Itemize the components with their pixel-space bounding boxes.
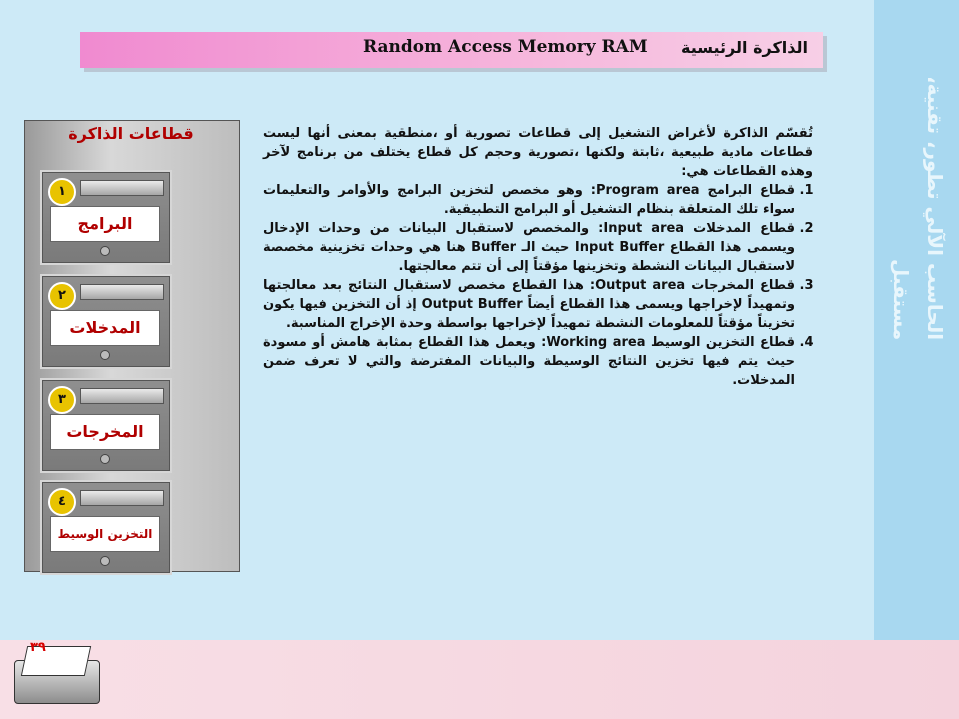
list-item: 1. قطاع البرامج Program area: وهو مخصص لتخزين البرامج والأوامر والتعليمات سواء تلك المتعلقة بنظام التشغيل أو البرامج التطبيقية. bbox=[263, 181, 795, 219]
drawer-number: ١ bbox=[48, 178, 76, 206]
content-text bbox=[263, 124, 813, 390]
drawer-number: ٤ bbox=[48, 488, 76, 516]
cabinet-header bbox=[30, 122, 232, 152]
title-english: Random Access Memory RAM bbox=[363, 37, 648, 57]
drawer-number: ٣ bbox=[48, 386, 76, 414]
screw-icon bbox=[100, 454, 110, 464]
screw-icon bbox=[100, 556, 110, 566]
page-number: ٣٩ bbox=[30, 640, 46, 655]
list-item: 2. قطاع المدخلات Input area: والمخصص لاستقبال البيانات من وحدات الإدخال ويسمى هذا القطاع Input Buffer حيث الـ Buffer هنا هي وحدات تخزينية مخصصة لاستقبال البيانات النشطة وتخزينها مؤقتاً إلى أن تتم معالجتها. bbox=[263, 219, 795, 276]
drawer-number: ٢ bbox=[48, 282, 76, 310]
title-arabic: الذاكرة الرئيسية bbox=[681, 38, 808, 57]
list-item: 4. قطاع التخزين الوسيط Working area: ويعمل هذا القطاع بمثابة هامش أو مسودة حيث يتم فيها تخزين النتائج الوسيطة والبيانات المفترضة والتي لا تعرف ضمن المدخلات. bbox=[263, 333, 795, 390]
drawer-programs[interactable] bbox=[40, 170, 172, 265]
page-key-icon bbox=[14, 646, 98, 704]
cabinet-title: قطاعات الذاكرة bbox=[68, 124, 194, 143]
screw-icon bbox=[100, 246, 110, 256]
drawer-label: التخزين الوسيط bbox=[50, 516, 160, 552]
screw-icon bbox=[100, 350, 110, 360]
drawer-label: المدخلات bbox=[50, 310, 160, 346]
drawer-inputs[interactable] bbox=[40, 274, 172, 369]
drawer-label: المخرجات bbox=[50, 414, 160, 450]
drawer-handle bbox=[80, 284, 164, 300]
intro-paragraph: تُقسّم الذاكرة لأغراض التشغيل إلى قطاعات تصورية أو ،منطقية بمعنى أنها ليست قطاعات مادية طبيعية ،ثابتة ولكنها ،تصورية وحجم كل قطاع يختلف من برنامج لآخر وهذه القطاعات هي: bbox=[263, 126, 813, 179]
drawer-handle bbox=[80, 388, 164, 404]
drawer-handle bbox=[80, 490, 164, 506]
drawer-handle bbox=[80, 180, 164, 196]
list-item: 3. قطاع المخرجات Output area: هذا القطاع مخصص لاستقبال النتائج بعد معالجتها وتمهيداً لإخراجها ويسمى هذا القطاع أيضاً Output Buffer إذ أن التخزين فيها يكون تخزيناً مؤقتاً للمعلومات النشطة تمهيداً لإخراجها بواسطة وحدة الإخراج المناسبة. bbox=[263, 276, 795, 333]
drawer-working[interactable] bbox=[40, 480, 172, 575]
side-banner: الحاسب الآلي تطور، تقنية، مستقبل bbox=[889, 75, 947, 340]
drawer-label: البرامج bbox=[50, 206, 160, 242]
bottom-band bbox=[0, 640, 959, 719]
sections-list bbox=[263, 181, 813, 390]
drawer-outputs[interactable] bbox=[40, 378, 172, 473]
